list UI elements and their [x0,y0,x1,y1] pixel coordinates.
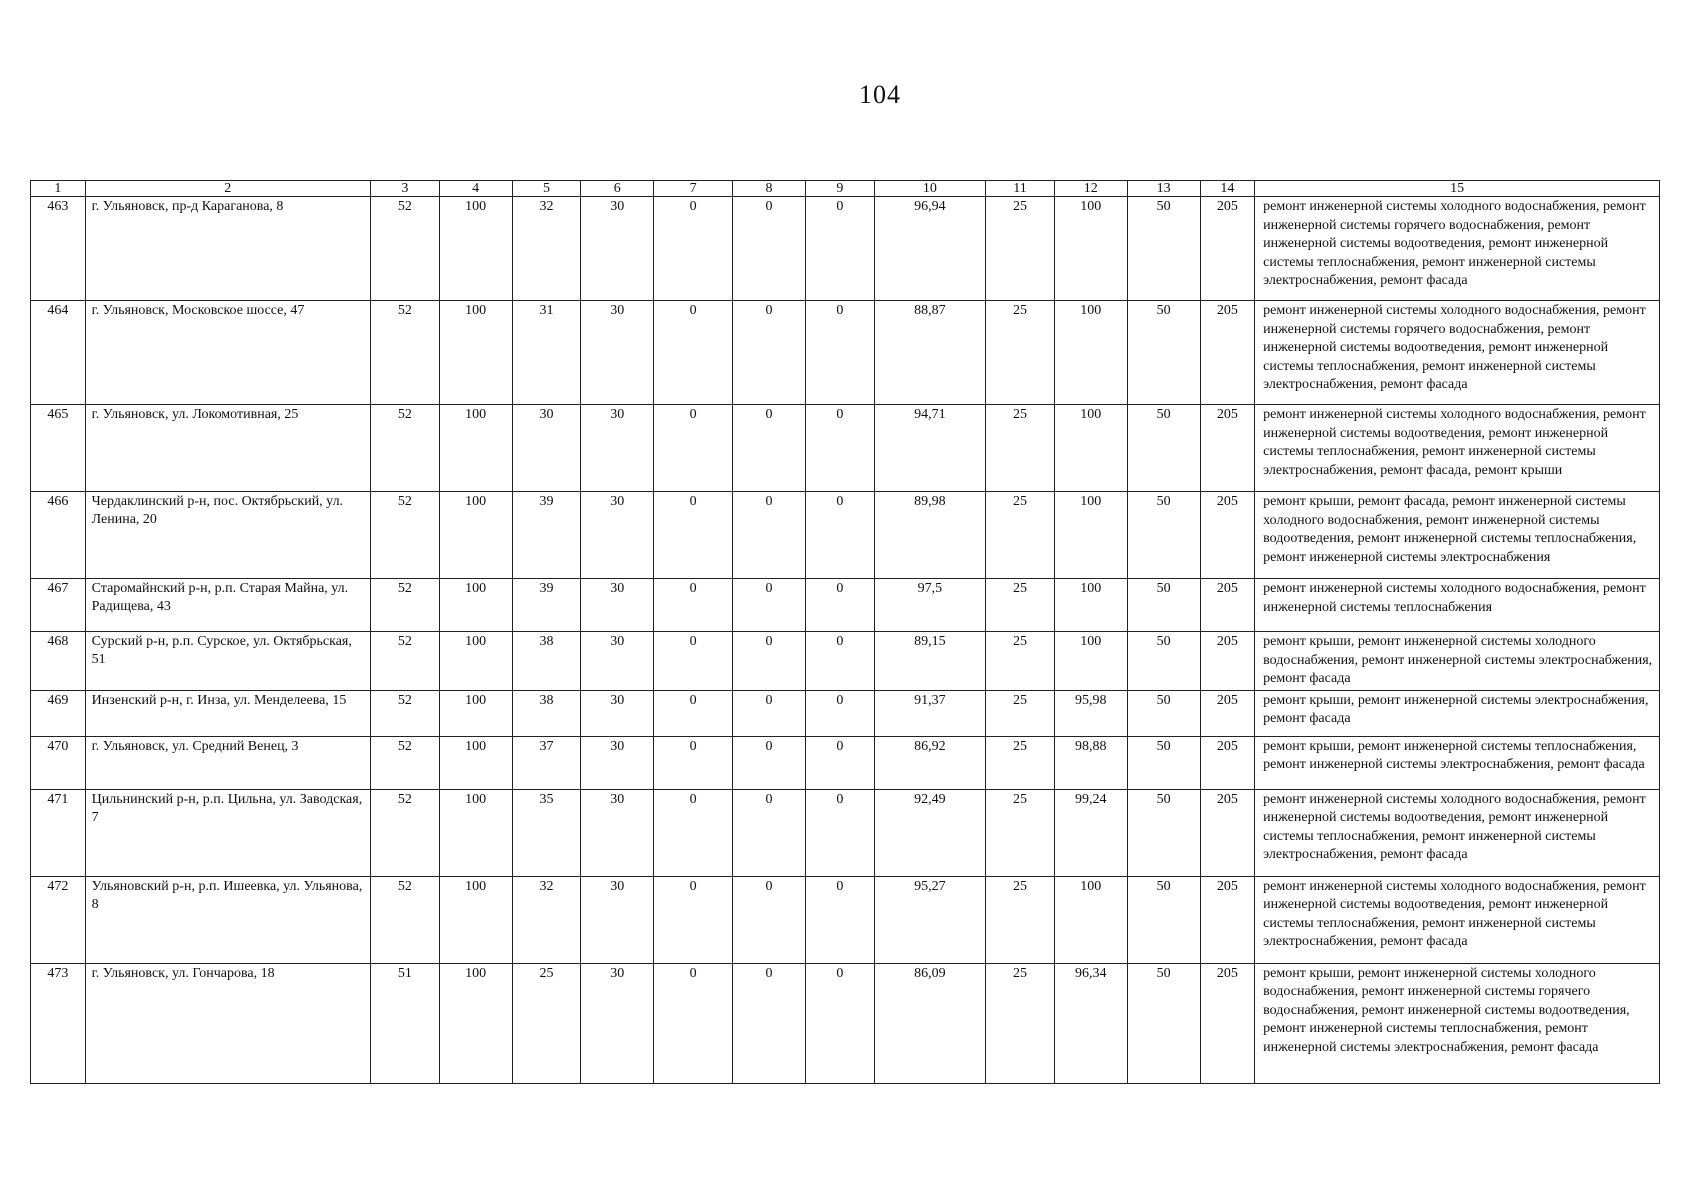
cell-col-6: 30 [581,579,654,632]
column-header-2: 2 [85,181,370,197]
cell-col-10: 89,98 [874,492,985,579]
cell-col-14: 205 [1200,736,1255,789]
cell-col-9: 0 [805,690,874,736]
column-header-12: 12 [1054,181,1127,197]
cell-col-7: 0 [654,690,733,736]
cell-col-8: 0 [733,963,806,1083]
address-cell: г. Ульяновск, ул. Локомотивная, 25 [85,405,370,492]
column-header-7: 7 [654,181,733,197]
cell-col-3: 52 [370,197,439,301]
cell-col-11: 25 [986,405,1055,492]
cell-col-8: 0 [733,405,806,492]
cell-col-6: 30 [581,405,654,492]
cell-col-11: 25 [986,579,1055,632]
works-description-cell: ремонт крыши, ремонт инженерной системы электроснабжения, ремонт фасада [1255,690,1660,736]
cell-col-14: 205 [1200,690,1255,736]
address-cell: г. Ульяновск, ул. Средний Венец, 3 [85,736,370,789]
cell-col-14: 205 [1200,579,1255,632]
address-cell: Цильнинский р-н, р.п. Цильна, ул. Заводская, 7 [85,789,370,876]
cell-col-11: 25 [986,301,1055,405]
cell-col-3: 52 [370,736,439,789]
address-cell: Ульяновский р-н, р.п. Ишеевка, ул. Ульянова, 8 [85,876,370,963]
address-cell: г. Ульяновск, пр-д Караганова, 8 [85,197,370,301]
cell-col-3: 52 [370,632,439,691]
cell-col-10: 88,87 [874,301,985,405]
row-number: 469 [31,690,86,736]
cell-col-9: 0 [805,579,874,632]
cell-col-13: 50 [1127,789,1200,876]
cell-col-7: 0 [654,632,733,691]
row-number: 465 [31,405,86,492]
address-cell: Сурский р-н, р.п. Сурское, ул. Октябрьская, 51 [85,632,370,691]
cell-col-5: 38 [512,690,581,736]
cell-col-12: 99,24 [1054,789,1127,876]
cell-col-14: 205 [1200,197,1255,301]
table-row [31,963,1660,1083]
column-header-8: 8 [733,181,806,197]
cell-col-9: 0 [805,632,874,691]
cell-col-14: 205 [1200,301,1255,405]
cell-col-13: 50 [1127,579,1200,632]
cell-col-4: 100 [439,789,512,876]
cell-col-6: 30 [581,492,654,579]
table-row [31,690,1660,736]
cell-col-14: 205 [1200,632,1255,691]
cell-col-5: 25 [512,963,581,1083]
cell-col-10: 94,71 [874,405,985,492]
cell-col-12: 100 [1054,405,1127,492]
table-row [31,197,1660,301]
cell-col-9: 0 [805,301,874,405]
row-number: 468 [31,632,86,691]
cell-col-6: 30 [581,301,654,405]
cell-col-10: 97,5 [874,579,985,632]
table-row [31,789,1660,876]
column-header-14: 14 [1200,181,1255,197]
cell-col-6: 30 [581,876,654,963]
column-header-6: 6 [581,181,654,197]
cell-col-5: 32 [512,876,581,963]
cell-col-5: 30 [512,405,581,492]
works-description-cell: ремонт крыши, ремонт инженерной системы холодного водоснабжения, ремонт инженерной системы горячего водоснабжения, ремонт инженерной системы водоотведения, ремонт инженерной системы теплоснабжения, ремонт инженерной системы электроснабжения, ремонт фасада [1255,963,1660,1083]
address-cell: г. Ульяновск, Московское шоссе, 47 [85,301,370,405]
cell-col-14: 205 [1200,789,1255,876]
cell-col-3: 52 [370,405,439,492]
cell-col-4: 100 [439,963,512,1083]
row-number: 471 [31,789,86,876]
cell-col-13: 50 [1127,736,1200,789]
cell-col-4: 100 [439,197,512,301]
cell-col-10: 86,09 [874,963,985,1083]
cell-col-13: 50 [1127,405,1200,492]
cell-col-13: 50 [1127,301,1200,405]
cell-col-3: 52 [370,876,439,963]
address-cell: Старомайнский р-н, р.п. Старая Майна, ул. Радищева, 43 [85,579,370,632]
cell-col-8: 0 [733,789,806,876]
column-header-15: 15 [1255,181,1660,197]
cell-col-9: 0 [805,197,874,301]
cell-col-9: 0 [805,876,874,963]
row-number: 467 [31,579,86,632]
row-number: 472 [31,876,86,963]
cell-col-11: 25 [986,736,1055,789]
cell-col-3: 52 [370,690,439,736]
cell-col-12: 98,88 [1054,736,1127,789]
cell-col-9: 0 [805,789,874,876]
cell-col-8: 0 [733,301,806,405]
page-number: 104 [859,80,901,109]
works-description-cell: ремонт инженерной системы холодного водоснабжения, ремонт инженерной системы горячего водоснабжения, ремонт инженерной системы водоотведения, ремонт инженерной системы теплоснабжения, ремонт инженерной системы электроснабжения, ремонт фасада [1255,301,1660,405]
cell-col-11: 25 [986,876,1055,963]
row-number: 464 [31,301,86,405]
cell-col-13: 50 [1127,492,1200,579]
column-header-5: 5 [512,181,581,197]
works-description-cell: ремонт крыши, ремонт инженерной системы теплоснабжения, ремонт инженерной системы электроснабжения, ремонт фасада [1255,736,1660,789]
cell-col-5: 32 [512,197,581,301]
cell-col-13: 50 [1127,876,1200,963]
cell-col-12: 100 [1054,492,1127,579]
cell-col-9: 0 [805,492,874,579]
cell-col-10: 89,15 [874,632,985,691]
cell-col-7: 0 [654,789,733,876]
address-cell: г. Ульяновск, ул. Гончарова, 18 [85,963,370,1083]
table-row [31,736,1660,789]
cell-col-3: 52 [370,579,439,632]
cell-col-4: 100 [439,579,512,632]
cell-col-12: 100 [1054,632,1127,691]
cell-col-7: 0 [654,405,733,492]
cell-col-5: 31 [512,301,581,405]
address-cell: Инзенский р-н, г. Инза, ул. Менделеева, 15 [85,690,370,736]
cell-col-7: 0 [654,197,733,301]
cell-col-8: 0 [733,579,806,632]
cell-col-14: 205 [1200,405,1255,492]
column-header-1: 1 [31,181,86,197]
works-description-cell: ремонт инженерной системы холодного водоснабжения, ремонт инженерной системы водоотведения, ремонт инженерной системы теплоснабжения, ремонт инженерной системы электроснабжения, ремонт фасада [1255,876,1660,963]
cell-col-13: 50 [1127,963,1200,1083]
cell-col-4: 100 [439,736,512,789]
repair-program-table-container [30,180,1660,1084]
cell-col-4: 100 [439,690,512,736]
works-description-cell: ремонт инженерной системы холодного водоснабжения, ремонт инженерной системы водоотведения, ремонт инженерной системы теплоснабжения, ремонт инженерной системы электроснабжения, ремонт фасада [1255,789,1660,876]
cell-col-12: 95,98 [1054,690,1127,736]
table-row [31,301,1660,405]
cell-col-3: 52 [370,492,439,579]
cell-col-11: 25 [986,197,1055,301]
cell-col-4: 100 [439,405,512,492]
table-row [31,579,1660,632]
header-row [31,181,1660,197]
row-number: 463 [31,197,86,301]
cell-col-5: 39 [512,492,581,579]
cell-col-14: 205 [1200,876,1255,963]
row-number: 466 [31,492,86,579]
cell-col-5: 37 [512,736,581,789]
cell-col-11: 25 [986,963,1055,1083]
cell-col-6: 30 [581,197,654,301]
cell-col-6: 30 [581,789,654,876]
cell-col-7: 0 [654,736,733,789]
cell-col-4: 100 [439,492,512,579]
cell-col-11: 25 [986,789,1055,876]
cell-col-8: 0 [733,197,806,301]
cell-col-14: 205 [1200,492,1255,579]
cell-col-11: 25 [986,492,1055,579]
cell-col-12: 100 [1054,197,1127,301]
cell-col-7: 0 [654,492,733,579]
works-description-cell: ремонт инженерной системы холодного водоснабжения, ремонт инженерной системы горячего водоснабжения, ремонт инженерной системы водоотведения, ремонт инженерной системы теплоснабжения, ремонт инженерной системы электроснабжения, ремонт фасада [1255,197,1660,301]
cell-col-13: 50 [1127,690,1200,736]
cell-col-3: 52 [370,789,439,876]
repair-program-table [30,180,1660,1084]
cell-col-10: 96,94 [874,197,985,301]
cell-col-10: 86,92 [874,736,985,789]
cell-col-7: 0 [654,579,733,632]
cell-col-10: 95,27 [874,876,985,963]
column-header-3: 3 [370,181,439,197]
table-row [31,632,1660,691]
works-description-cell: ремонт инженерной системы холодного водоснабжения, ремонт инженерной системы теплоснабжения [1255,579,1660,632]
cell-col-12: 100 [1054,579,1127,632]
cell-col-6: 30 [581,736,654,789]
cell-col-4: 100 [439,876,512,963]
cell-col-9: 0 [805,405,874,492]
cell-col-13: 50 [1127,197,1200,301]
cell-col-5: 38 [512,632,581,691]
cell-col-5: 35 [512,789,581,876]
row-number: 473 [31,963,86,1083]
cell-col-8: 0 [733,632,806,691]
cell-col-5: 39 [512,579,581,632]
cell-col-12: 100 [1054,301,1127,405]
column-header-13: 13 [1127,181,1200,197]
cell-col-10: 91,37 [874,690,985,736]
cell-col-4: 100 [439,632,512,691]
column-header-11: 11 [986,181,1055,197]
works-description-cell: ремонт крыши, ремонт инженерной системы холодного водоснабжения, ремонт инженерной системы электроснабжения, ремонт фасада [1255,632,1660,691]
cell-col-13: 50 [1127,632,1200,691]
table-row [31,492,1660,579]
table-row [31,405,1660,492]
cell-col-14: 205 [1200,963,1255,1083]
cell-col-6: 30 [581,690,654,736]
cell-col-8: 0 [733,492,806,579]
table-row [31,876,1660,963]
row-number: 470 [31,736,86,789]
cell-col-12: 100 [1054,876,1127,963]
works-description-cell: ремонт инженерной системы холодного водоснабжения, ремонт инженерной системы водоотведения, ремонт инженерной системы теплоснабжения, ремонт инженерной системы электроснабжения, ремонт фасада, ремонт крыши [1255,405,1660,492]
cell-col-11: 25 [986,632,1055,691]
cell-col-10: 92,49 [874,789,985,876]
cell-col-4: 100 [439,301,512,405]
cell-col-8: 0 [733,690,806,736]
cell-col-12: 96,34 [1054,963,1127,1083]
cell-col-3: 51 [370,963,439,1083]
column-header-9: 9 [805,181,874,197]
cell-col-8: 0 [733,876,806,963]
cell-col-7: 0 [654,963,733,1083]
cell-col-6: 30 [581,632,654,691]
cell-col-7: 0 [654,301,733,405]
column-header-10: 10 [874,181,985,197]
cell-col-8: 0 [733,736,806,789]
cell-col-3: 52 [370,301,439,405]
column-header-4: 4 [439,181,512,197]
cell-col-7: 0 [654,876,733,963]
cell-col-11: 25 [986,690,1055,736]
cell-col-6: 30 [581,963,654,1083]
table-body [31,197,1660,1084]
works-description-cell: ремонт крыши, ремонт фасада, ремонт инженерной системы холодного водоснабжения, ремонт инженерной системы водоотведения, ремонт инженерной системы теплоснабжения, ремонт инженерной системы электроснабжения [1255,492,1660,579]
address-cell: Чердаклинский р-н, пос. Октябрьский, ул. Ленина, 20 [85,492,370,579]
cell-col-9: 0 [805,736,874,789]
cell-col-9: 0 [805,963,874,1083]
